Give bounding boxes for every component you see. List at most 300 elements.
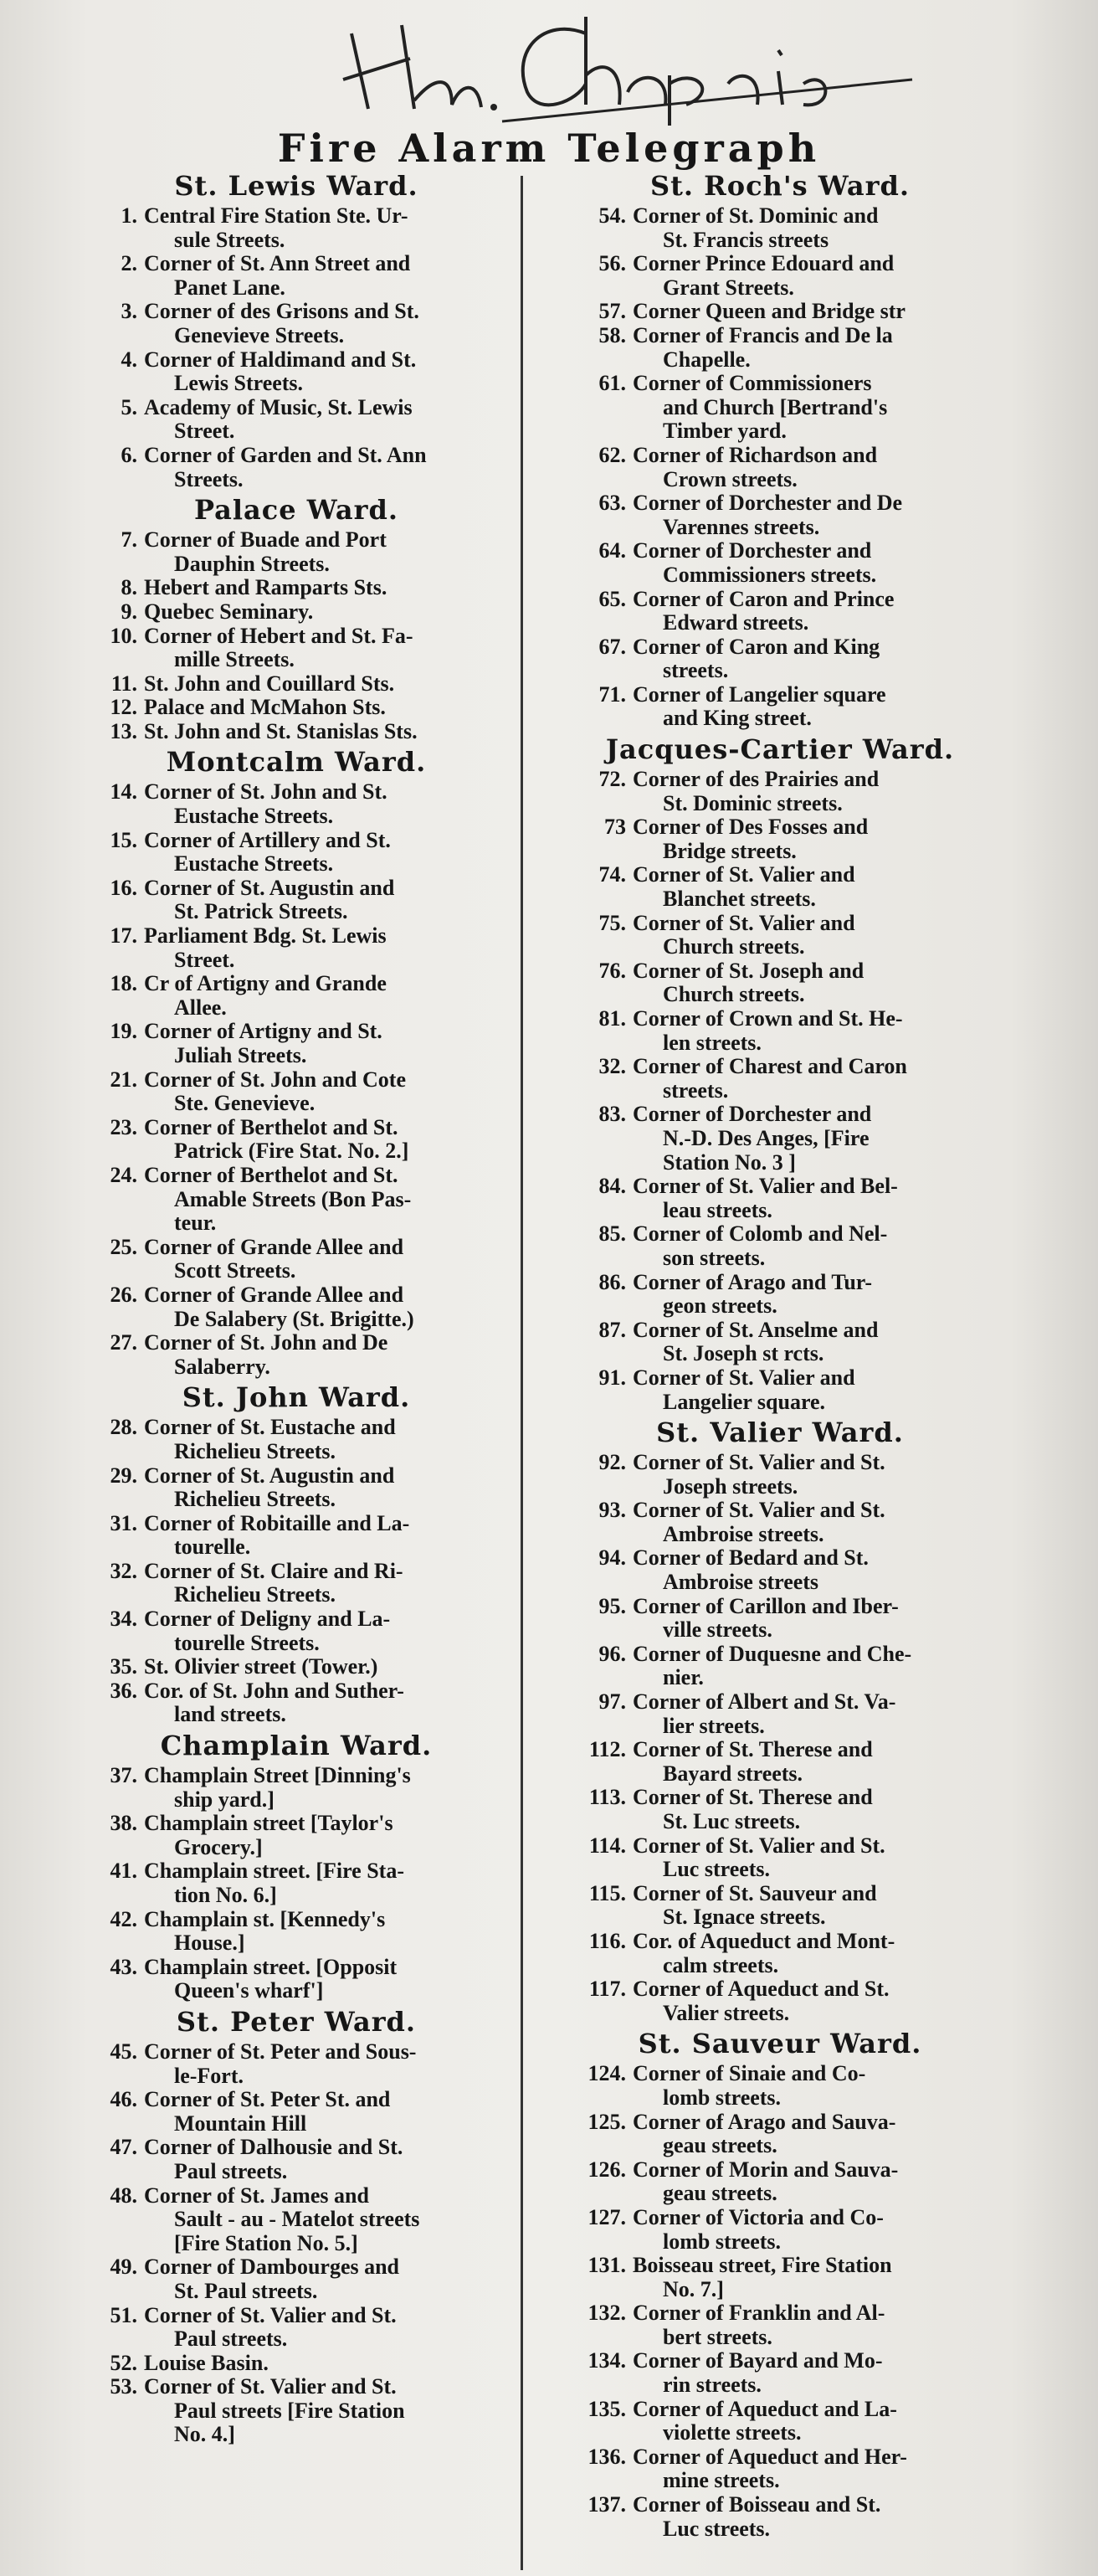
location-line: Corner of Sinaie and Co- (633, 2061, 866, 2086)
alarm-box-entry (82, 1764, 511, 1812)
ward-heading: St. Valier Ward. (656, 1417, 904, 1449)
location-line: Parliament Bdg. St. Lewis (144, 923, 387, 949)
location-line: Corner of Dorchester and (633, 1102, 872, 1127)
location-line: geau streets. (663, 2133, 777, 2158)
location-line: Hebert and Ramparts Sts. (144, 575, 387, 600)
alarm-box-entry (82, 252, 511, 300)
alarm-box-entry (562, 2158, 998, 2206)
location-line: Church streets. (663, 982, 805, 1007)
location-line: Corner of des Grisons and St. (144, 299, 419, 324)
location-line: Joseph streets. (663, 1473, 798, 1499)
box-number: 53. (110, 2374, 137, 2399)
box-location (144, 1607, 511, 1655)
location-line: Champlain st. [Kennedy's (144, 1906, 386, 1931)
box-location (633, 2493, 998, 2541)
location-line: geon streets. (663, 1293, 777, 1319)
location-line: lomb streets. (663, 2085, 782, 2110)
box-number: 5. (121, 394, 137, 419)
location-line: Corner of Colomb and Nel- (633, 1221, 888, 1247)
alarm-box-entry (82, 877, 511, 924)
location-line: Corner of Aqueduct and St. (633, 1977, 890, 2002)
location-line: Juliah Streets. (174, 1043, 307, 1067)
location-line: Corner of St. Augustin and (144, 875, 395, 900)
box-number: 95. (598, 1593, 626, 1618)
alarm-box-entry (562, 959, 998, 1007)
location-line: tourelle Streets. (174, 1630, 320, 1655)
column-divider (521, 176, 523, 2570)
box-number: 81. (598, 1006, 626, 1031)
box-location (633, 959, 998, 1007)
box-location (144, 204, 511, 252)
location-line: Grant Streets. (663, 275, 794, 300)
location-line: Eustache Streets. (174, 851, 334, 877)
location-line: Corner of Robitaille and La- (144, 1510, 410, 1535)
location-line: Corner Prince Edouard and (633, 251, 895, 276)
box-location (144, 720, 511, 744)
box-number: 135. (587, 2396, 626, 2421)
box-number: 127. (587, 2204, 626, 2229)
location-line: Corner of St. Augustin and (144, 1463, 395, 1488)
box-number: 126. (587, 2157, 626, 2182)
alarm-box-entry (562, 1055, 998, 1103)
alarm-box-entry (82, 972, 511, 1020)
location-line: Corner of St. Valier and (633, 910, 855, 935)
box-location (144, 1116, 511, 1164)
location-line: streets. (663, 658, 729, 683)
box-location (633, 2349, 998, 2397)
location-line: Corner of St. Valier and St. (144, 2374, 397, 2399)
box-number: 73 (604, 815, 626, 840)
box-number: 112. (588, 1737, 626, 1762)
location-line: Corner of Langelier square (633, 681, 886, 707)
alarm-box-entry (82, 1464, 511, 1512)
ward-heading: St. Roch's Ward. (649, 170, 911, 202)
box-location (144, 672, 511, 697)
ward-heading: St. Peter Ward. (176, 2005, 417, 2038)
location-line: St. John and St. Stanislas Sts. (144, 718, 418, 743)
alarm-box-entry (82, 1956, 511, 2003)
location-line: Corner of Grande Allee and (144, 1234, 404, 1259)
alarm-box-entry (82, 829, 511, 877)
box-location (144, 2184, 511, 2256)
location-line: Corner of Haldimand and St. (144, 347, 417, 372)
location-line: St. Dominic streets. (663, 790, 843, 815)
box-number: 96. (598, 1641, 626, 1666)
location-line: Commissioners streets. (663, 562, 877, 587)
box-location (144, 1655, 511, 1679)
box-location (144, 348, 511, 396)
location-line: Central Fire Station Ste. Ur- (144, 203, 408, 228)
box-number: 7. (121, 527, 137, 553)
box-location (633, 2158, 998, 2206)
box-number: 71. (598, 681, 626, 707)
location-line: mille Streets. (174, 647, 295, 672)
box-number: 61. (598, 371, 626, 396)
location-line: Corner of Artillery and St. (144, 827, 391, 852)
location-line: Corner of Dalhousie and St. (144, 2135, 403, 2160)
location-line: Blanchet streets. (663, 887, 816, 912)
location-line: geau streets. (663, 2181, 777, 2206)
location-line: Corner of Bayard and Mo- (633, 2348, 883, 2373)
location-line: Corner of Commissioners (633, 371, 872, 396)
box-location (633, 2301, 998, 2349)
location-line: Corner of St. Valier and St. (144, 2302, 397, 2327)
box-number: 87. (598, 1317, 626, 1342)
box-number: 46. (110, 2087, 137, 2112)
box-number: 31. (110, 1510, 137, 1535)
alarm-box-entry (562, 2301, 998, 2349)
location-line: Corner of Carillon and Iber- (633, 1593, 899, 1618)
box-number: 124. (587, 2061, 626, 2086)
location-line: Corner of Dambourges and (144, 2255, 400, 2280)
alarm-box-entry (82, 2040, 511, 2088)
location-line: Palace and McMahon Sts. (144, 695, 386, 720)
box-number: 114. (588, 1833, 626, 1858)
alarm-box-entry (82, 672, 511, 697)
box-number: 74. (598, 862, 626, 887)
box-number: 1. (121, 203, 137, 228)
location-line: St. Olivier street (Tower.) (144, 1654, 378, 1679)
location-line: Varennes streets. (663, 514, 820, 539)
box-number: 9. (121, 599, 137, 624)
alarm-box-entry (82, 625, 511, 672)
box-location (144, 1164, 511, 1236)
box-number: 17. (110, 923, 137, 949)
alarm-box-entry (562, 1595, 998, 1643)
location-line: Bridge streets. (663, 838, 797, 863)
location-line: Richelieu Streets. (174, 1487, 336, 1512)
location-line: Corner of St. Peter St. and (144, 2087, 391, 2112)
box-location (633, 1834, 998, 1882)
alarm-box-entry (82, 2088, 511, 2136)
box-number: 58. (598, 322, 626, 347)
box-number: 27. (110, 1330, 137, 1355)
box-number: 2. (121, 251, 137, 276)
box-number: 23. (110, 1114, 137, 1139)
alarm-box-entry (562, 1366, 998, 1414)
alarm-box-entry (562, 300, 998, 324)
box-location (633, 1103, 998, 1175)
alarm-box-entry (562, 2111, 998, 2158)
handwritten-signature (335, 0, 937, 126)
location-line: Mountain Hill (174, 2111, 307, 2136)
location-line: Louise Basin. (144, 2350, 269, 2375)
box-number: 28. (110, 1415, 137, 1440)
alarm-box-entry (562, 815, 998, 863)
alarm-box-entry (82, 204, 511, 252)
alarm-box-entry (562, 1499, 998, 1546)
location-line: Corner of St. Peter and Sous- (144, 2039, 417, 2064)
box-number: 15. (110, 827, 137, 852)
box-number: 42. (110, 1906, 137, 1931)
ward-heading: St. Sauveur Ward. (638, 2028, 922, 2060)
location-line: Edward streets. (663, 610, 809, 635)
box-location (144, 1068, 511, 1116)
location-line: Corner of des Prairies and (633, 767, 880, 792)
location-line: Corner of St. Sauveur and (633, 1880, 877, 1905)
box-location (144, 625, 511, 672)
location-line: Corner of St. Valier and St. (633, 1833, 885, 1858)
location-line: Ambroise streets (663, 1570, 819, 1595)
box-location (144, 1020, 511, 1067)
location-line: Ambroise streets. (663, 1521, 824, 1546)
location-line: Eustache Streets. (174, 804, 334, 829)
box-location (144, 396, 511, 444)
box-number: 97. (598, 1689, 626, 1715)
alarm-box-entry (82, 1560, 511, 1607)
box-location (144, 1812, 511, 1859)
location-line: [Fire Station No. 5.] (174, 2230, 358, 2255)
box-location (633, 1882, 998, 1930)
location-line: Corner of Arago and Tur- (633, 1269, 873, 1294)
alarm-box-entry (562, 1271, 998, 1319)
location-line: Bayard streets. (663, 1761, 803, 1786)
location-line: teur. (174, 1211, 217, 1236)
box-number: 75. (598, 910, 626, 935)
alarm-box-entry (562, 1882, 998, 1930)
box-number: 13. (110, 718, 137, 743)
location-line: Quebec Seminary. (144, 599, 314, 624)
location-line: tourelle. (174, 1535, 251, 1560)
alarm-box-entry (562, 324, 998, 372)
location-line: len streets. (663, 1030, 762, 1055)
location-line: St. Luc streets. (663, 1809, 801, 1833)
location-line: Corner of St. John and Cote (144, 1067, 406, 1092)
box-number: 86. (598, 1269, 626, 1294)
box-location (633, 1546, 998, 1594)
location-line: calm streets. (663, 1952, 779, 1977)
location-line: Corner of St. James and (144, 2183, 369, 2208)
alarm-box-entry (82, 696, 511, 720)
box-location (633, 1055, 998, 1103)
box-location (144, 1859, 511, 1907)
alarm-box-entry (562, 683, 998, 731)
location-line: Corner of Berthelot and St. (144, 1162, 398, 1187)
box-number: 35. (110, 1654, 137, 1679)
location-line: Corner of St. John and St. (144, 779, 387, 805)
box-location (633, 1366, 998, 1414)
box-location (633, 444, 998, 491)
location-line: Academy of Music, St. Lewis (144, 394, 413, 419)
box-number: 63. (598, 491, 626, 516)
alarm-box-entry (562, 2062, 998, 2110)
box-location (144, 2375, 511, 2447)
location-line: No. 4.] (174, 2422, 235, 2447)
alarm-box-entry (82, 348, 511, 396)
alarm-box-entry (562, 2206, 998, 2254)
location-line: Lewis Streets. (174, 371, 304, 396)
box-location (144, 972, 511, 1020)
box-location (144, 877, 511, 924)
box-number: 137. (587, 2492, 626, 2517)
box-number: 4. (121, 347, 137, 372)
alarm-box-entry (82, 1512, 511, 1560)
box-number: 51. (110, 2302, 137, 2327)
location-line: Corner of Grande Allee and (144, 1282, 404, 1307)
location-line: Corner of St. Claire and Ri- (144, 1558, 403, 1583)
alarm-box-entry (82, 924, 511, 972)
box-location (633, 768, 998, 815)
location-line: Corner of St. John and De (144, 1330, 388, 1355)
alarm-box-entry (562, 372, 998, 444)
alarm-box-entry (82, 1331, 511, 1379)
location-line: sule Streets. (174, 227, 285, 252)
box-location (633, 324, 998, 372)
alarm-box-entry (562, 491, 998, 539)
location-line: House.] (174, 1931, 245, 1956)
alarm-box-entry (562, 2349, 998, 2397)
location-line: Luc streets. (663, 1857, 771, 1882)
box-location (633, 863, 998, 911)
location-line: St. John and Couillard Sts. (144, 671, 395, 696)
location-line: lier streets. (663, 1713, 765, 1738)
box-location (633, 2111, 998, 2158)
alarm-box-entry (82, 1068, 511, 1116)
box-location (144, 1908, 511, 1956)
ward-heading: Jacques-Cartier Ward. (605, 733, 955, 766)
box-location (144, 1956, 511, 2003)
location-line: Corner of Dorchester and (633, 538, 872, 563)
location-line: Patrick (Fire Stat. No. 2.] (174, 1139, 409, 1164)
box-number: 65. (598, 586, 626, 611)
box-location (633, 815, 998, 863)
location-line: Champlain street. [Opposit (144, 1954, 398, 1979)
box-location (144, 1512, 511, 1560)
box-number: 125. (587, 2109, 626, 2134)
location-line: St. Patrick Streets. (174, 899, 348, 924)
location-line: mine streets. (663, 2468, 780, 2493)
location-line: Champlain Street [Dinning's (144, 1763, 411, 1788)
ward-heading: St. John Ward. (182, 1381, 411, 1414)
location-line: Corner of St. Ann Street and (144, 251, 411, 276)
location-line: Richelieu Streets. (174, 1582, 336, 1607)
location-line: Corner of Albert and St. Va- (633, 1689, 896, 1715)
location-line: Panet Lane. (174, 275, 285, 300)
box-location (633, 1643, 998, 1690)
location-line: Corner of Caron and King (633, 634, 880, 659)
box-location (633, 1319, 998, 1366)
alarm-box-entry (82, 1859, 511, 1907)
alarm-box-entry (562, 2254, 998, 2301)
location-line: Valier streets. (663, 2000, 790, 2025)
box-number: 43. (110, 1954, 137, 1979)
alarm-box-entry (82, 300, 511, 347)
box-number: 21. (110, 1067, 137, 1092)
alarm-box-entry (562, 1451, 998, 1499)
box-number: 3. (121, 299, 137, 324)
location-line: Corner of Arago and Sauva- (633, 2109, 896, 2134)
location-line: Langelier square. (663, 1389, 826, 1414)
box-location (144, 300, 511, 347)
location-line: Corner of St. Joseph and (633, 958, 865, 983)
location-line: Cr of Artigny and Grande (144, 971, 387, 996)
alarm-box-entry (82, 1283, 511, 1331)
box-number: 8. (121, 575, 137, 600)
location-line: Corner of St. Valier and St. (633, 1498, 885, 1523)
location-line: Cor. of St. John and Suther- (144, 1678, 404, 1703)
box-number: 131. (587, 2253, 626, 2278)
box-number: 72. (598, 767, 626, 792)
box-location (144, 2136, 511, 2183)
alarm-box-entry (82, 1020, 511, 1067)
box-number: 14. (110, 779, 137, 805)
alarm-box-entry (82, 396, 511, 444)
location-line: ville streets. (663, 1617, 772, 1643)
location-line: Corner of Duquesne and Che- (633, 1641, 912, 1666)
location-line: Paul streets. (174, 2327, 288, 2352)
box-location (144, 576, 511, 600)
box-number: 19. (110, 1019, 137, 1044)
location-line: Corner of St. Eustache and (144, 1415, 396, 1440)
location-line: Corner of Francis and De la (633, 322, 893, 347)
location-line: Champlain street [Taylor's (144, 1811, 393, 1836)
box-location (144, 1331, 511, 1379)
location-line: Street. (174, 419, 235, 444)
location-line: Corner of Deligny and La- (144, 1607, 391, 1632)
box-location (633, 539, 998, 587)
location-line: St. Paul streets. (174, 2278, 318, 2303)
box-number: 36. (110, 1678, 137, 1703)
location-line: and Church [Bertrand's (663, 394, 888, 419)
location-line: Corner of St. Dominic and (633, 203, 879, 228)
box-number: 83. (598, 1102, 626, 1127)
box-location (144, 1679, 511, 1727)
location-line: Dauphin Streets. (174, 551, 330, 576)
location-line: St. Ignace streets. (663, 1905, 826, 1930)
location-line: Corner of St. Anselme and (633, 1317, 879, 1342)
location-line: le-Fort. (174, 2063, 244, 2088)
box-location (144, 2255, 511, 2303)
box-number: 64. (598, 538, 626, 563)
box-number: 47. (110, 2135, 137, 2160)
alarm-box-entry (562, 204, 998, 252)
box-number: 76. (598, 958, 626, 983)
box-location (144, 780, 511, 828)
location-line: Grocery.] (174, 1834, 263, 1859)
box-number: 52. (110, 2350, 137, 2375)
box-number: 67. (598, 634, 626, 659)
location-line: Corner of Morin and Sauva- (633, 2157, 899, 2182)
box-number: 32. (598, 1054, 626, 1079)
alarm-box-entry (562, 1175, 998, 1222)
box-number: 136. (587, 2444, 626, 2469)
alarm-box-entry (562, 635, 998, 683)
location-line: violette streets. (663, 2420, 802, 2445)
alarm-box-entry (82, 1236, 511, 1283)
box-location (144, 528, 511, 576)
alarm-box-entry (82, 1164, 511, 1236)
box-number: 29. (110, 1463, 137, 1488)
box-location (633, 2398, 998, 2445)
box-number: 16. (110, 875, 137, 900)
box-location (633, 912, 998, 959)
box-location (633, 204, 998, 252)
alarm-box-entry (562, 1786, 998, 1833)
box-location (633, 491, 998, 539)
location-line: Corner of Aqueduct and Her- (633, 2444, 907, 2469)
alarm-box-entry (562, 912, 998, 959)
box-number: 116. (588, 1928, 626, 1953)
box-location (144, 2352, 511, 2376)
location-line: Corner of Dorchester and De (633, 491, 903, 516)
location-line: Corner of Hebert and St. Fa- (144, 623, 413, 648)
box-number: 92. (598, 1450, 626, 1475)
box-number: 18. (110, 971, 137, 996)
location-line: Crown streets. (663, 466, 798, 491)
location-line: Paul streets [Fire Station (174, 2398, 405, 2423)
box-number: 38. (110, 1811, 137, 1836)
alarm-box-entry (82, 1679, 511, 1727)
